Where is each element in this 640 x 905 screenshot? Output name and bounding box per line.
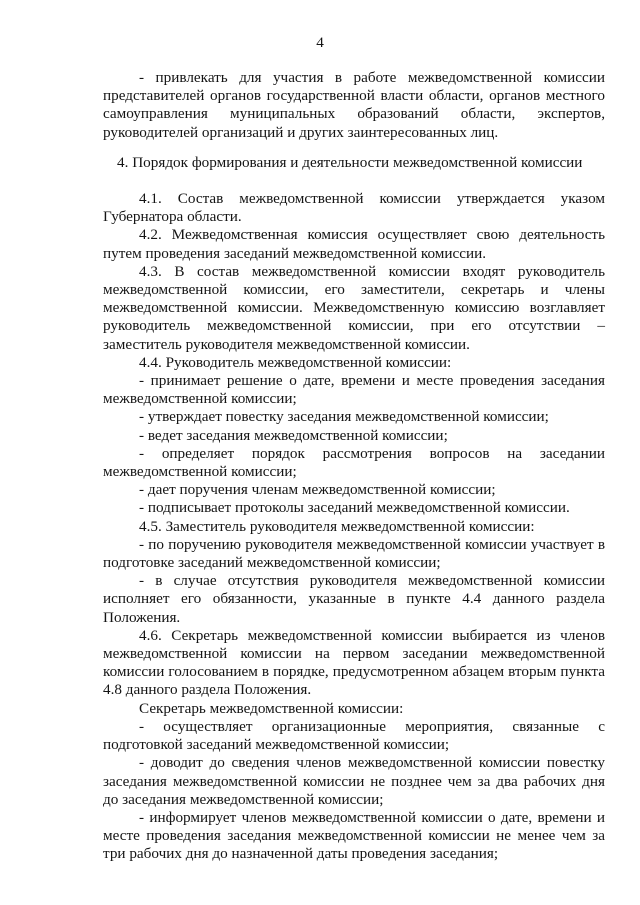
page-number: 4	[316, 34, 324, 51]
intro-block	[103, 69, 605, 142]
paragraph-4-4: 4.4. Руководитель межведомственной комиссии:	[139, 353, 452, 371]
list-item: - осуществляет организационные мероприятия, связанные с подготовкой заседаний межведомственной комиссии;	[103, 717, 605, 754]
list-item: - утверждает повестку заседания межведомственной комиссии;	[139, 408, 549, 426]
paragraph-4-1: 4.1. Состав межведомственной комиссии утверждается указом Губернатора области.	[103, 190, 605, 226]
list-item: - в случае отсутствия руководителя межведомственной комиссии исполняет его обязанности, указанные в пункте 4.4 данного раздела Положения.	[103, 572, 605, 626]
intro-paragraph: - привлекать для участия в работе межведомственной комиссии представителей органов государственной власти области, органов местного самоуправления муниципальных образований области, экспертов, руководителей организаций и других заинтересованных лиц.	[103, 69, 605, 141]
list-item: - принимает решение о дате, времени и месте проведения заседания межведомственной комиссии;	[103, 372, 605, 408]
paragraph-4-5: 4.5. Заместитель руководителя межведомственной комиссии:	[139, 517, 535, 535]
list-item: - подписывает протоколы заседаний межведомственной комиссии.	[139, 499, 570, 517]
list-item: - по поручению руководителя межведомственной комиссии участвует в подготовке заседаний межведомственной комиссии;	[103, 535, 605, 572]
section-heading: 4. Порядок формирования и деятельности межведомственной комиссии	[117, 154, 583, 171]
list-item: - информирует членов межведомственной комиссии о дате, времени и месте проведения заседания межведомственной комиссии не менее чем за три рабочих дня до назначенной даты проведения заседания;	[103, 808, 605, 863]
list-item: - доводит до сведения членов межведомственной комиссии повестку заседания межведомственной комиссии не позднее чем за два рабочих дня до заседания межведомственной комиссии;	[103, 754, 605, 808]
secretary-heading: Секретарь межведомственной комиссии:	[139, 699, 404, 717]
paragraph-4-3: 4.3. В состав межведомственной комиссии входят руководитель межведомственной комиссии, его заместители, секретарь и члены межведомственной комиссии. Межведомственную комиссию возглавляет руководитель межведомственной комиссии, при его отсутствии – заместитель руководителя межведомственной комиссии.	[103, 262, 605, 353]
section-body	[103, 190, 605, 864]
paragraph-4-6: 4.6. Секретарь межведомственной комиссии выбирается из членов межведомственной комиссии на первом заседании межведомственной комиссии голосованием в порядке, предусмотренном абзацем вторым пункта 4.8 данного раздела Положения.	[103, 626, 605, 699]
paragraph-4-2: 4.2. Межведомственная комиссия осуществляет свою деятельность путем проведения заседаний межведомственной комиссии.	[103, 226, 605, 262]
list-item: - ведет заседания межведомственной комиссии;	[139, 426, 448, 444]
list-item: - определяет порядок рассмотрения вопросов на заседании межведомственной комиссии;	[103, 444, 605, 481]
list-item: - дает поручения членам межведомственной комиссии;	[139, 481, 496, 499]
